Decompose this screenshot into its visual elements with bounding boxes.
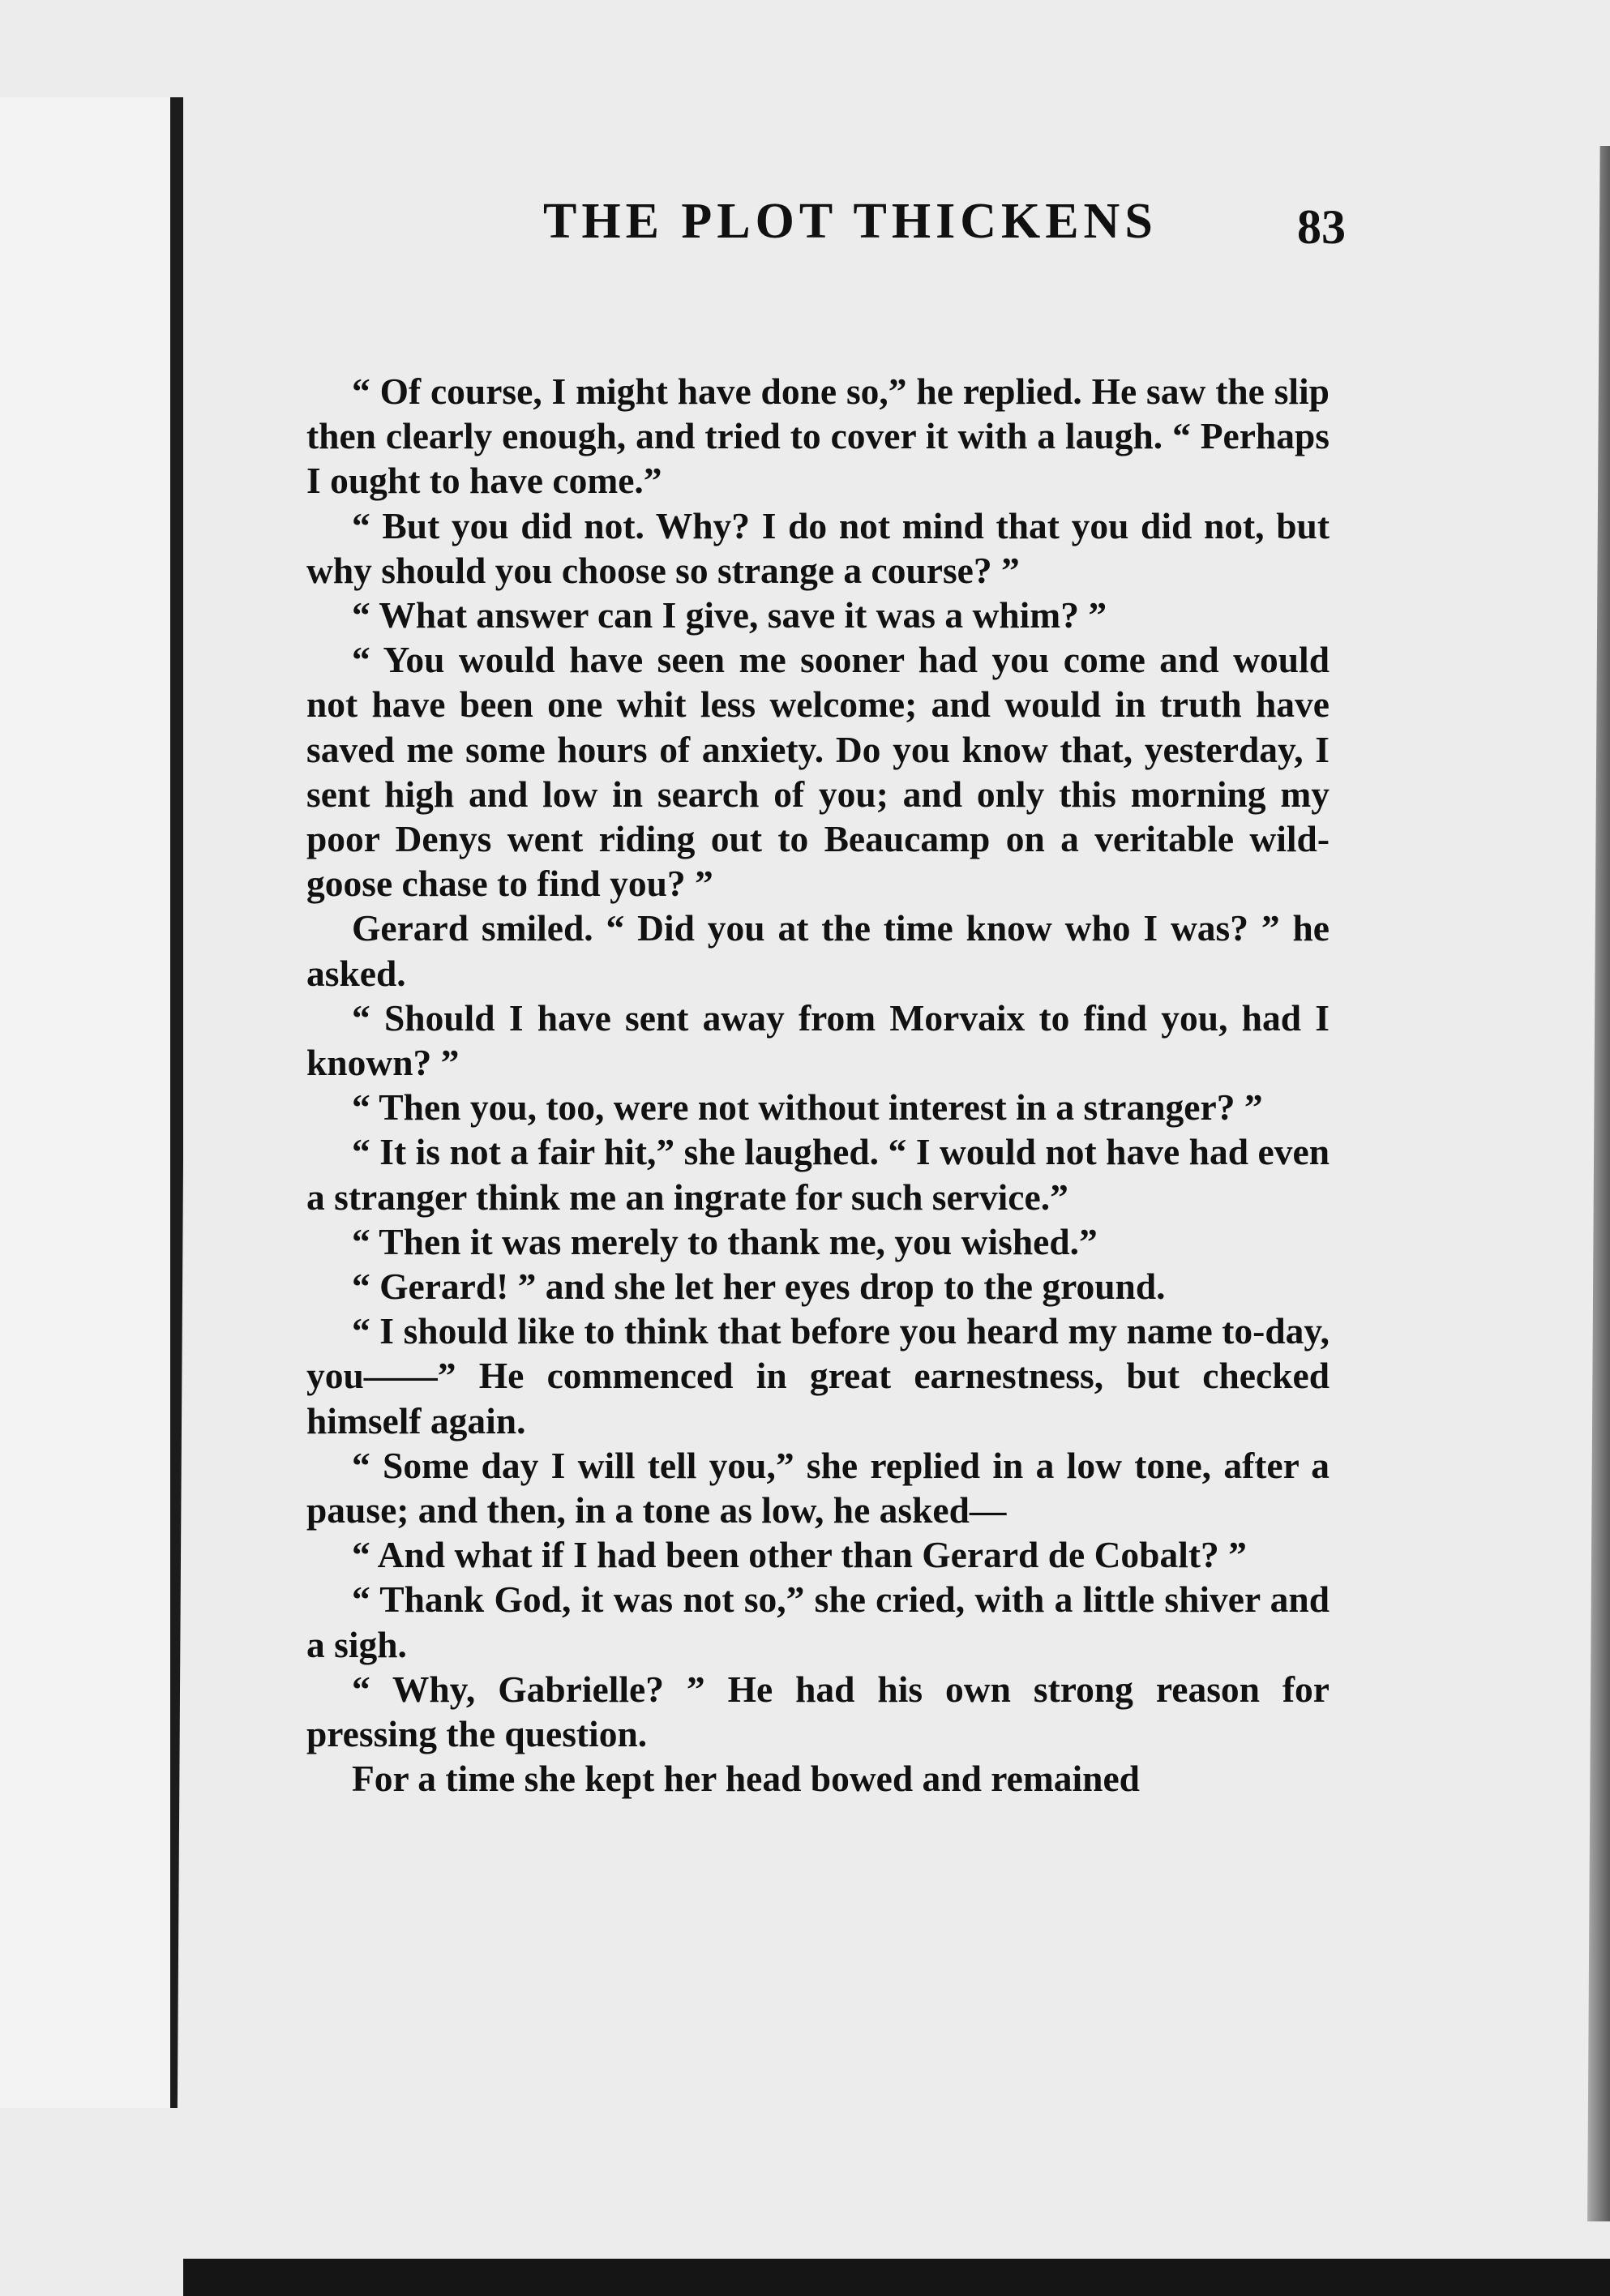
running-title: THE PLOT THICKENS — [543, 194, 1158, 249]
paragraph: “ But you did not. Why? I do not mind that you did not, but why should you choose so strange a course? ” — [306, 504, 1330, 591]
paragraph: “ What answer can I give, save it was a whim? ” — [352, 594, 1107, 636]
paragraph: “ Some day I will tell you,” she replied in a low tone, after a pause; and then, in a tone as low, he asked— — [306, 1444, 1330, 1531]
paragraph: “ Of course, I might have done so,” he replied. He saw the slip then clearly enough, and tried to cover it with a laugh. “ Perhaps I ought to have come.” — [306, 371, 1330, 502]
body-text — [306, 369, 1330, 1801]
page-number: 83 — [1297, 200, 1346, 254]
facing-page-edge — [0, 97, 183, 2108]
paragraph: “ Why, Gabrielle? ” He had his own strong reason for pressing the question. — [306, 1668, 1330, 1755]
running-head — [340, 193, 1346, 266]
paragraph: “ You would have seen me sooner had you come and would not have been one whit less welcome; and would in truth have saved me some hours of anxiety. Do you know that, yesterday, I sent high and low in search of you; and only this morning my poor Denys went riding out to Beaucamp on a veritable wild-goose chase to find you? ” — [306, 639, 1330, 905]
paragraph: “ Then you, too, were not without interest in a stranger? ” — [352, 1086, 1263, 1129]
paragraph: “ Gerard! ” and she let her eyes drop to the ground. — [352, 1266, 1166, 1308]
paragraph: Gerard smiled. “ Did you at the time know who I was? ” he asked. — [306, 907, 1330, 994]
paragraph: “ Then it was merely to thank me, you wished.” — [352, 1220, 1098, 1262]
scan-shadow — [183, 2259, 1610, 2296]
paragraph: “ It is not a fair hit,” she laughed. “ I would not have had even a stranger think me an ingrate for such service.” — [306, 1131, 1330, 1218]
paragraph: “ I should like to think that before you heard my name to-day, you——” He commenced in great earnestness, but checked himself again. — [306, 1310, 1330, 1441]
paragraph: For a time she kept her head bowed and remained — [352, 1758, 1140, 1800]
paragraph: “ And what if I had been other than Gerard de Cobalt? ” — [352, 1534, 1247, 1576]
paragraph: “ Thank God, it was not so,” she cried, with a little shiver and a sigh. — [306, 1578, 1330, 1665]
paragraph: “ Should I have sent away from Morvaix to find you, had I known? ” — [306, 996, 1330, 1084]
